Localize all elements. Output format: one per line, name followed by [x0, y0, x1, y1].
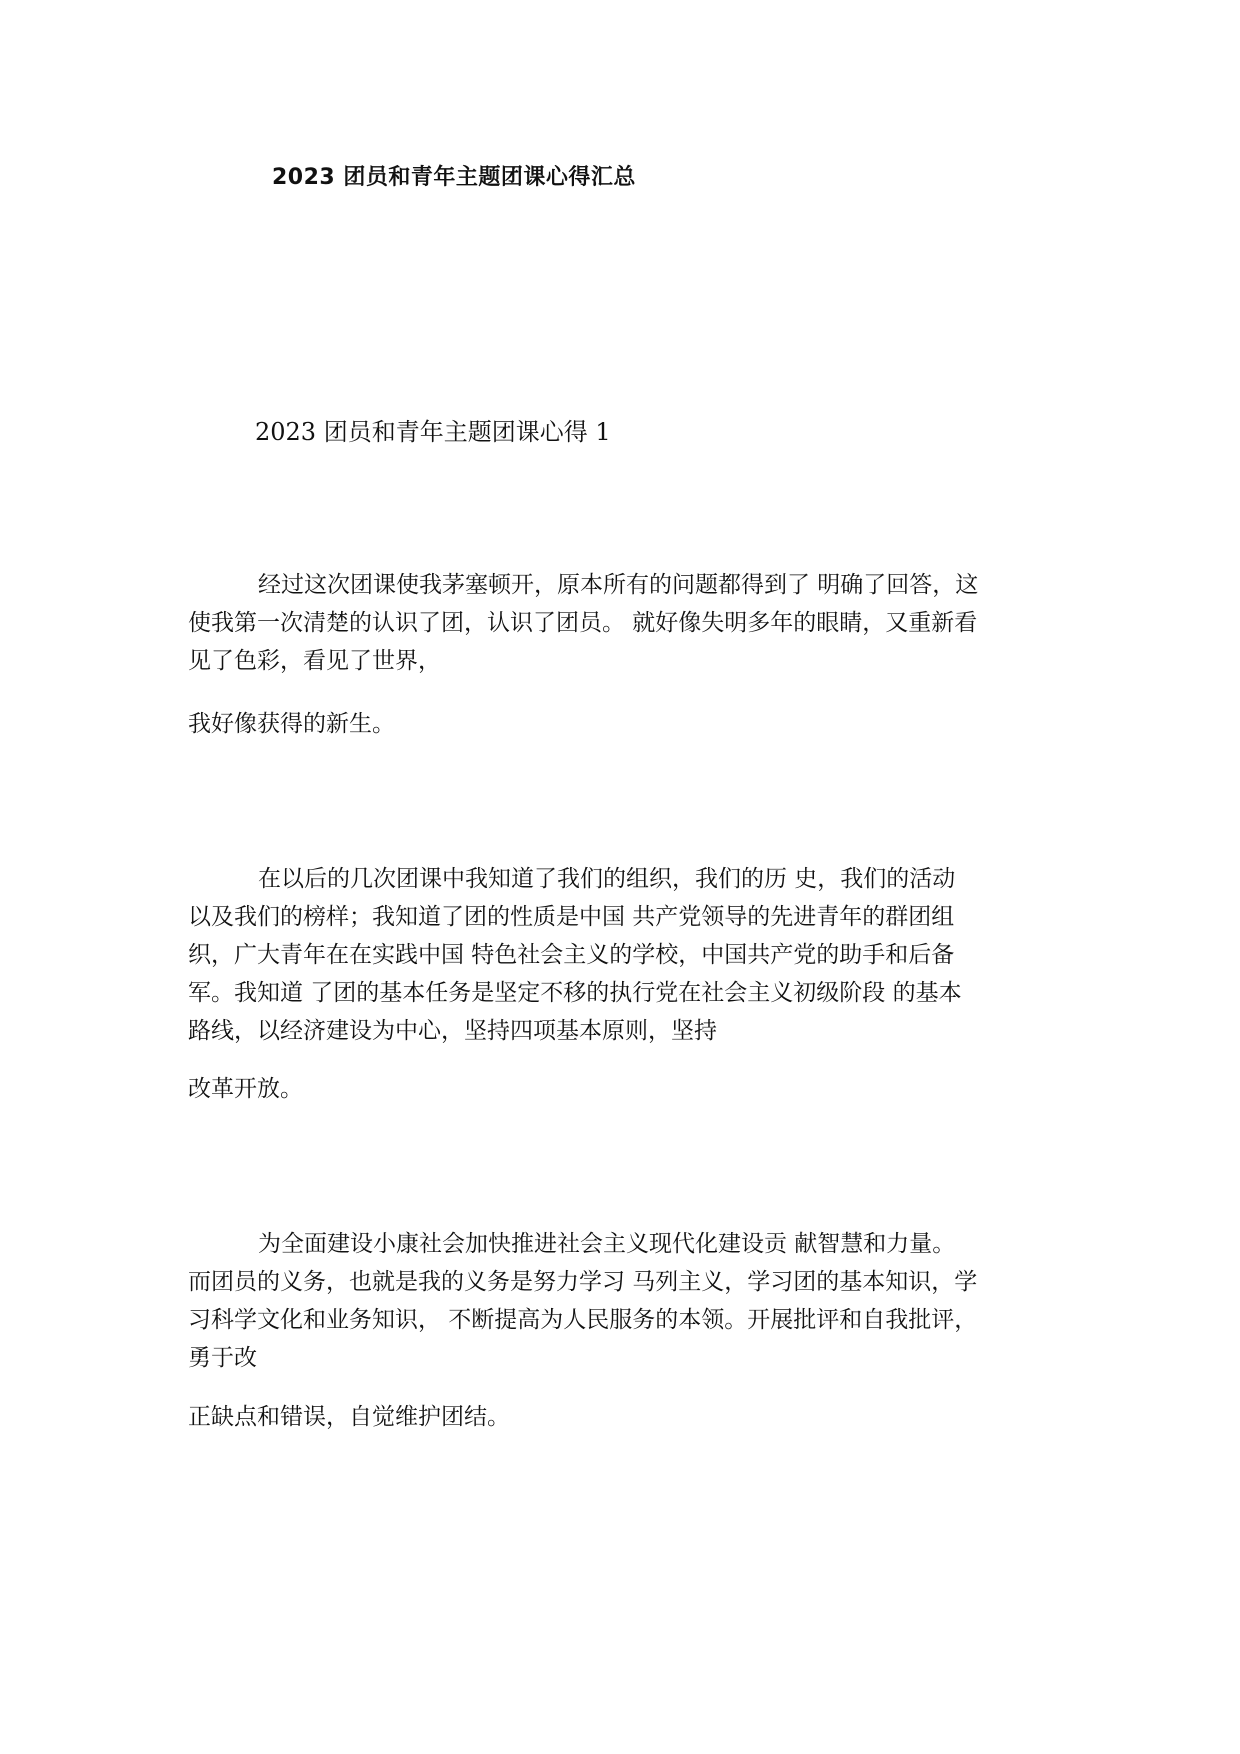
paragraph-2-tail [188, 1070, 1058, 1108]
paragraph-line: 路线，以经济建设为中心，坚持四项基本原则，坚持 [188, 1018, 717, 1044]
paragraph-1 [188, 566, 1058, 680]
paragraph-line: 织，广大青年在在实践中国 特色社会主义的学校，中国共产党的助手和后备 [188, 942, 955, 968]
paragraph-line: 以及我们的榜样；我知道了团的性质是中国 共产党领导的先进青年的群团组 [188, 904, 955, 930]
paragraph-line: 勇于改 [188, 1345, 257, 1371]
paragraph-line: 使我第一次清楚的认识了团，认识了团员。 就好像失明多年的眼睛，又重新看 [188, 610, 978, 636]
paragraph-line: 习科学文化和业务知识， 不断提高为人民服务的本领。开展批评和自我批评， [188, 1307, 978, 1333]
paragraph-3 [188, 1225, 1058, 1377]
document-title: 2023 团员和青年主题团课心得汇总 [272, 165, 636, 190]
paragraph-line: 经过这次团课使我茅塞顿开，原本所有的问题都得到了 明确了回答，这 [258, 572, 979, 598]
paragraph-line: 见了色彩，看见了世界， [188, 648, 441, 674]
paragraph-1-tail [188, 705, 1058, 743]
paragraph-line: 军。我知道 了团的基本任务是坚定不移的执行党在社会主义初级阶段 的基本 [188, 980, 962, 1006]
paragraph-line: 正缺点和错误，自觉维护团结。 [188, 1404, 510, 1430]
section-heading: 2023 团员和青年主题团课心得 1 [255, 418, 611, 446]
paragraph-line: 改革开放。 [188, 1076, 303, 1102]
paragraph-line: 为全面建设小康社会加快推进社会主义现代化建设贡 献智慧和力量。 [258, 1231, 956, 1257]
paragraph-line: 我好像获得的新生。 [188, 711, 395, 737]
paragraph-3-tail [188, 1398, 1058, 1436]
paragraph-line: 在以后的几次团课中我知道了我们的组织，我们的历 史，我们的活动 [258, 866, 956, 892]
paragraph-line: 而团员的义务，也就是我的义务是努力学习 马列主义，学习团的基本知识，学 [188, 1269, 978, 1295]
paragraph-2 [188, 860, 1058, 1050]
